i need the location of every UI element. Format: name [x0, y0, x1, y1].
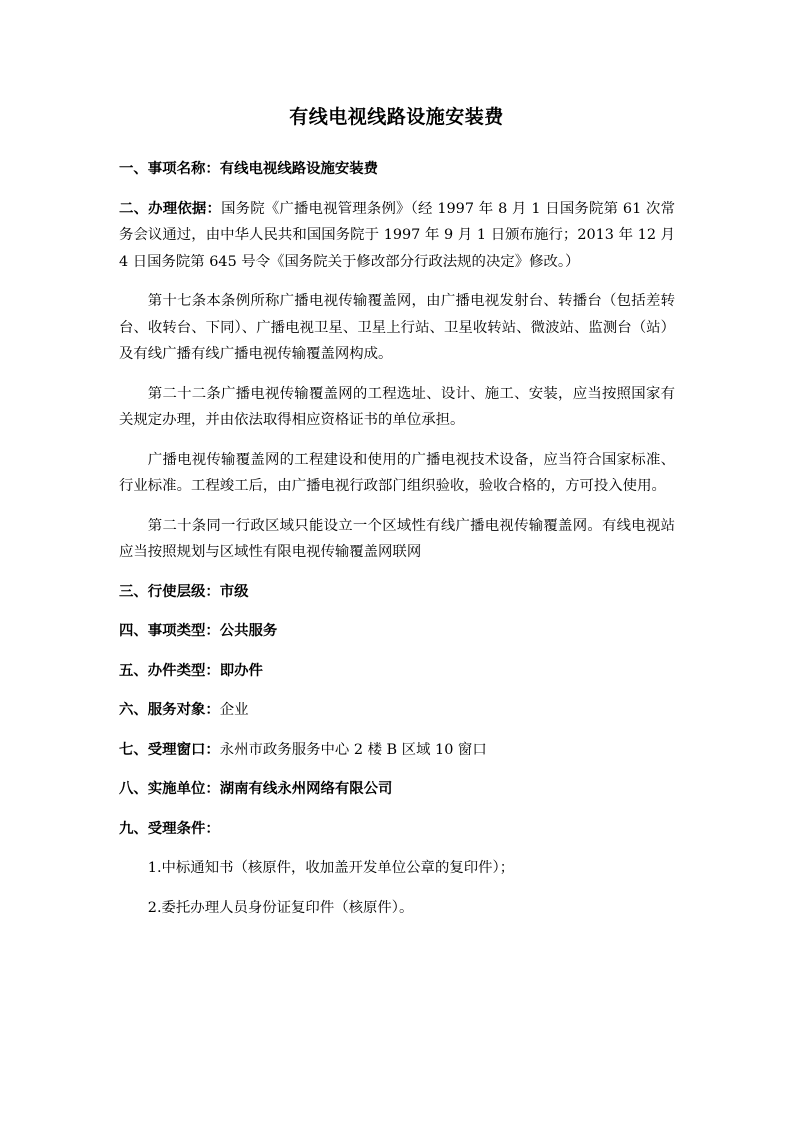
- legal-article-paragraph: 第十七条本条例所称广播电视传输覆盖网，由广播电视发射台、转播台（包括差转台、收转台、下同）、广播电视卫星、卫星上行站、卫星收转站、微波站、监测台（站）及有线广播有线广播电视传输覆盖网构成。: [119, 293, 675, 362]
- section-implementing-unit: [119, 776, 675, 803]
- section-label: 九、受理条件：: [119, 820, 220, 837]
- section-label: 二、办理依据：: [119, 200, 222, 217]
- section-value: 湖南有线永州网络有限公司: [219, 781, 393, 797]
- legal-article-paragraph: 第二十二条广播电视传输覆盖网的工程选址、设计、施工、安装，应当按照国家有关规定办理，并由依法取得相应资格证书的单位承担。: [119, 385, 675, 428]
- section-label: 七、受理窗口：: [119, 741, 220, 758]
- condition-item: 1.中标通知书（核原件，收加盖开发单位公章的复印件）；: [147, 860, 515, 876]
- section-label: 三、行使层级：: [119, 583, 220, 600]
- section-value: 永州市政务服务中心 2 楼 B 区域 10 窗口: [219, 741, 487, 758]
- section-item-type: [119, 618, 675, 645]
- section-label: 六、服务对象：: [119, 702, 220, 718]
- section-exercise-level: [119, 579, 675, 606]
- section-acceptance-conditions: [119, 816, 675, 843]
- section-legal-basis: [119, 196, 675, 276]
- section-label: 四、事项类型：: [119, 623, 220, 639]
- section-label: 八、实施单位：: [119, 781, 220, 797]
- section-value: 有线电视线路设施安装费: [219, 161, 379, 177]
- document-body: [119, 156, 675, 934]
- section-value: 国务院《广播电视管理条例》（经 1997 年 8 月 1 日国务院第 61 次常务会议通过，由中华人民共和国国务院于 1997 年 9 月 1 日颁布施行；2013 年 12 月 4 日国务院第 645 号令《国务院关于修改部分行政法规的决定》修改。）: [119, 200, 675, 270]
- section-case-type: [119, 658, 675, 685]
- section-label: 一、事项名称：: [119, 161, 220, 177]
- legal-article-paragraph: 广播电视传输覆盖网的工程建设和使用的广播电视技术设备，应当符合国家标准、行业标准。工程竣工后，由广播电视行政部门组织验收，验收合格的，方可投入使用。: [119, 451, 675, 494]
- section-value: 即办件: [219, 662, 263, 679]
- legal-article-paragraph: 第二十条同一行政区域只能设立一个区域性有线广播电视传输覆盖网。有线电视站应当按照规划与区域性有限电视传输覆盖网联网: [119, 517, 675, 560]
- section-service-window: [119, 737, 675, 764]
- section-value: 市级: [219, 583, 249, 600]
- section-service-target: [119, 697, 675, 724]
- section-item-name: [119, 156, 675, 183]
- section-value: 公共服务: [219, 623, 278, 639]
- document-title: 有线电视线路设施安装费: [289, 106, 504, 128]
- section-label: 五、办件类型：: [119, 662, 220, 679]
- section-value: 企业: [219, 702, 249, 718]
- condition-item: 2.委托办理人员身份证复印件（核原件）。: [147, 899, 414, 916]
